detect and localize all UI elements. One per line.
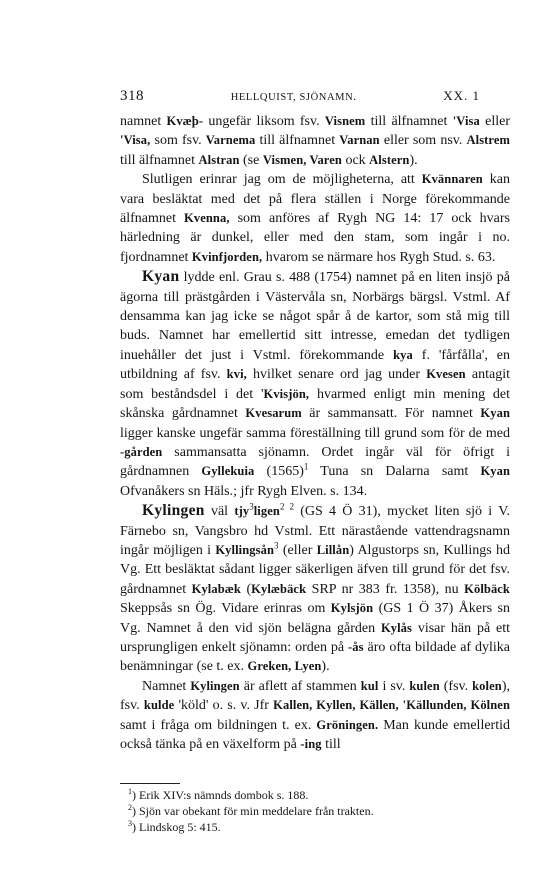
text-run: kan vara besläktat med det på flera ställen i Norge förekommande älfnamnet	[120, 172, 510, 227]
paragraph-1	[120, 112, 510, 170]
bold-term: 'Visa,	[120, 133, 151, 148]
text-run: ).	[321, 659, 330, 675]
section-number: XX. 1	[443, 88, 480, 103]
text-run: till	[321, 737, 341, 752]
text-run: (GS 4 Ö 31), mycket liten sjö i V. Färnebo sn, Vangsbro hd Vstml. Ett närastående vattendragsnamn ingår möjligen i	[120, 504, 511, 558]
text-run: väl	[204, 504, 235, 520]
bold-term: Kvæþ-	[166, 114, 204, 128]
paragraph-2	[120, 170, 510, 267]
bold-term: kulen	[409, 678, 440, 693]
body-text	[120, 112, 510, 754]
text-run: som fsv.	[150, 133, 206, 149]
bold-term: Alstern	[369, 152, 410, 167]
bold-term: kul	[360, 678, 379, 693]
bold-term: -ing	[300, 737, 322, 751]
text-run: till älfnamnet	[120, 152, 199, 168]
footnote-text: Sjön var obekant för min meddelare från trakten.	[139, 803, 374, 818]
text-run: är aflett af stammen	[239, 678, 361, 694]
text-run: ) Algustorps sn, Kullings hd Vg. Ett besläktat sådant ligger säkerligen äfven till grund för det fsv. gårdnamnet	[120, 542, 510, 597]
bold-term: Kylås	[380, 620, 412, 635]
bold-term: Kvinfjorden,	[191, 249, 263, 264]
text-run: ).	[409, 152, 418, 168]
bold-term: Gyllekuia	[201, 464, 255, 479]
bold-term: Kallen, Kyllen, Källen, 'Källunden, Kölnen	[273, 698, 511, 713]
footnote-mark: 1	[128, 787, 132, 796]
footnote: $^2$) Sjön var obekant för min meddelare från trakten.	[128, 802, 374, 818]
text-run: Ofvanåkers sn Häls.; jfr Rygh Elven. s. 134.	[120, 483, 368, 499]
footnote-mark: 2	[128, 802, 132, 812]
bold-term: Kvenna,	[184, 211, 230, 226]
bold-term: Visnem	[324, 114, 366, 128]
bold-term: Kvesarum	[245, 406, 302, 421]
bold-term: kulde	[143, 698, 175, 713]
footnote-ref: 1	[303, 461, 309, 472]
bold-term: Alstrem	[466, 133, 511, 148]
bold-term: kolen	[472, 678, 502, 693]
bold-term: kvi,	[226, 367, 247, 382]
bold-term: -ås	[348, 639, 364, 654]
bold-term: Kölbäck	[464, 581, 510, 596]
text-run: i sv.	[378, 678, 410, 694]
footnote-text: Erik XIV:s nämnds dombok s. 188.	[139, 788, 309, 802]
text-run: 'köld' o. s. v. Jfr	[174, 698, 274, 714]
text-run: f. 'fårfålla', en utbildning af fsv.	[120, 347, 511, 383]
paragraph-3	[120, 267, 510, 501]
text-run: Tuna sn Dalarna samt	[308, 464, 481, 480]
text-run: Slutligen erinrar jag om de möjligheterna, att	[142, 172, 422, 188]
text-run: lydde enl. Grau s. 488 (1754) namnet på en liten insjö på ägorna till prästgården i Västervåla sn, Norbärgs bärgsl. Vstml. Af densamma kan jag icke se något spår å de kartor, som stå mig till buds. Namnet har emellertid sitt intresse, emedan det tydligen inuehåller det just i Vstml. förekommande	[120, 270, 510, 363]
text-run: Man kunde emellertid också tänka på en växelform på	[120, 717, 510, 752]
entry-headword: Kylingen	[142, 502, 205, 520]
bold-term: Kylingen	[190, 678, 240, 693]
bold-term: Kvisjön,	[263, 386, 310, 401]
bold-term: Kyan	[480, 406, 510, 421]
text-run: till älfnamnet	[255, 133, 340, 149]
paragraph-5	[120, 677, 510, 755]
text-run: ), fsv.	[120, 678, 510, 714]
text-run: (	[240, 581, 252, 597]
bold-term: Kyllingsån	[215, 542, 275, 557]
text-run: (1565)	[254, 464, 304, 480]
page-number: 318	[120, 88, 144, 104]
text-run: (eller	[278, 542, 317, 558]
bold-term: kya	[393, 347, 413, 362]
superscript: 3	[249, 501, 254, 512]
footnote-ref: 2 2	[279, 501, 294, 512]
bold-term: ligen	[253, 504, 280, 519]
bold-term: Gröningen.	[316, 717, 379, 732]
bold-term: Varnema	[205, 133, 256, 148]
text-run: äro ofta bildade af dylika benämningar (se t. ex.	[120, 639, 510, 675]
text-run: ligger kanske ungefär samma föreställning till grund som för de med	[120, 425, 510, 441]
bold-term: Kylabæk	[191, 581, 241, 596]
bold-term: 'Visa	[452, 114, 480, 128]
bold-term: Greken, Lyen	[247, 659, 322, 674]
footnote-ref: 3	[274, 540, 279, 551]
footnote: $^1$) Erik XIV:s nämnds dombok s. 188.	[128, 787, 309, 802]
text-run: samt i fråga om bildningen t. ex.	[120, 717, 317, 733]
text-run: hvilket senare ord jag under	[246, 367, 427, 383]
bold-term: Kylæbäck	[251, 581, 307, 596]
bold-term: Kvesen	[426, 367, 466, 382]
paragraph-4	[120, 501, 510, 677]
text-run: ock	[341, 152, 370, 168]
footnote: $^3$) Lindskog 5: 415.	[128, 818, 221, 834]
text-run: är sammansatt. För namnet	[301, 406, 481, 422]
text-run: ungefär liksom fsv.	[203, 114, 325, 129]
text-run: (se	[239, 152, 263, 168]
text-run: antagit som beståndsdel i det '	[120, 367, 510, 402]
bold-term: Kyan	[480, 464, 511, 479]
text-run: namnet	[120, 114, 167, 129]
text-run: sammansatta sjönamn. Ordet ingår väl för öfrigt i gårdnamnen	[120, 444, 510, 480]
text-run: till älfnamnet	[365, 114, 453, 129]
footnote-mark: 3	[128, 818, 132, 828]
bold-term: Alstran	[198, 152, 240, 167]
footnote-text: Lindskog 5: 415.	[139, 819, 221, 834]
bold-term: Varnan	[339, 133, 380, 148]
bold-term: -gården	[120, 444, 163, 459]
text-run: eller	[479, 114, 510, 129]
text-run: hvarom se närmare hos Rygh Stud. s. 63.	[262, 249, 496, 265]
bold-term: tjy	[234, 504, 250, 519]
bold-term: Lillån	[316, 542, 350, 557]
bold-term: Kvännaren	[421, 172, 483, 187]
text-run: (GS 1 Ö 37) Åkers sn Vg. Namnet å den vid sjön belägna gården	[120, 601, 510, 636]
text-run: visar hän på ett ursprungligen enkelt sjönamn: orden på	[120, 620, 510, 655]
footnotes	[128, 788, 508, 835]
text-run: Skeppsås sn Ög. Vidare erinras om	[120, 601, 331, 617]
text-run: SRP nr 383 fr. 1358), nu	[306, 581, 465, 597]
footnote-divider	[120, 783, 180, 784]
bold-term: Kylsjön	[330, 601, 374, 616]
entry-headword: Kyan	[142, 268, 180, 286]
text-run: (fsv.	[439, 678, 473, 694]
text-run: hvarmed enligt min mening det skånska gårdnamnet	[120, 386, 510, 422]
page-header	[120, 88, 480, 105]
text-run: Namnet	[142, 678, 191, 694]
text-run: eller som nsv.	[379, 133, 467, 149]
bold-term: Vismen, Varen	[262, 152, 342, 167]
text-run: som anföres af Rygh NG 14: 17 ock hvars härledning är dunkel, eller med den stam, som ingår i no. fjordnamnet	[120, 211, 510, 265]
running-title: HELLQUIST, SJÖNAMN.	[230, 92, 357, 103]
